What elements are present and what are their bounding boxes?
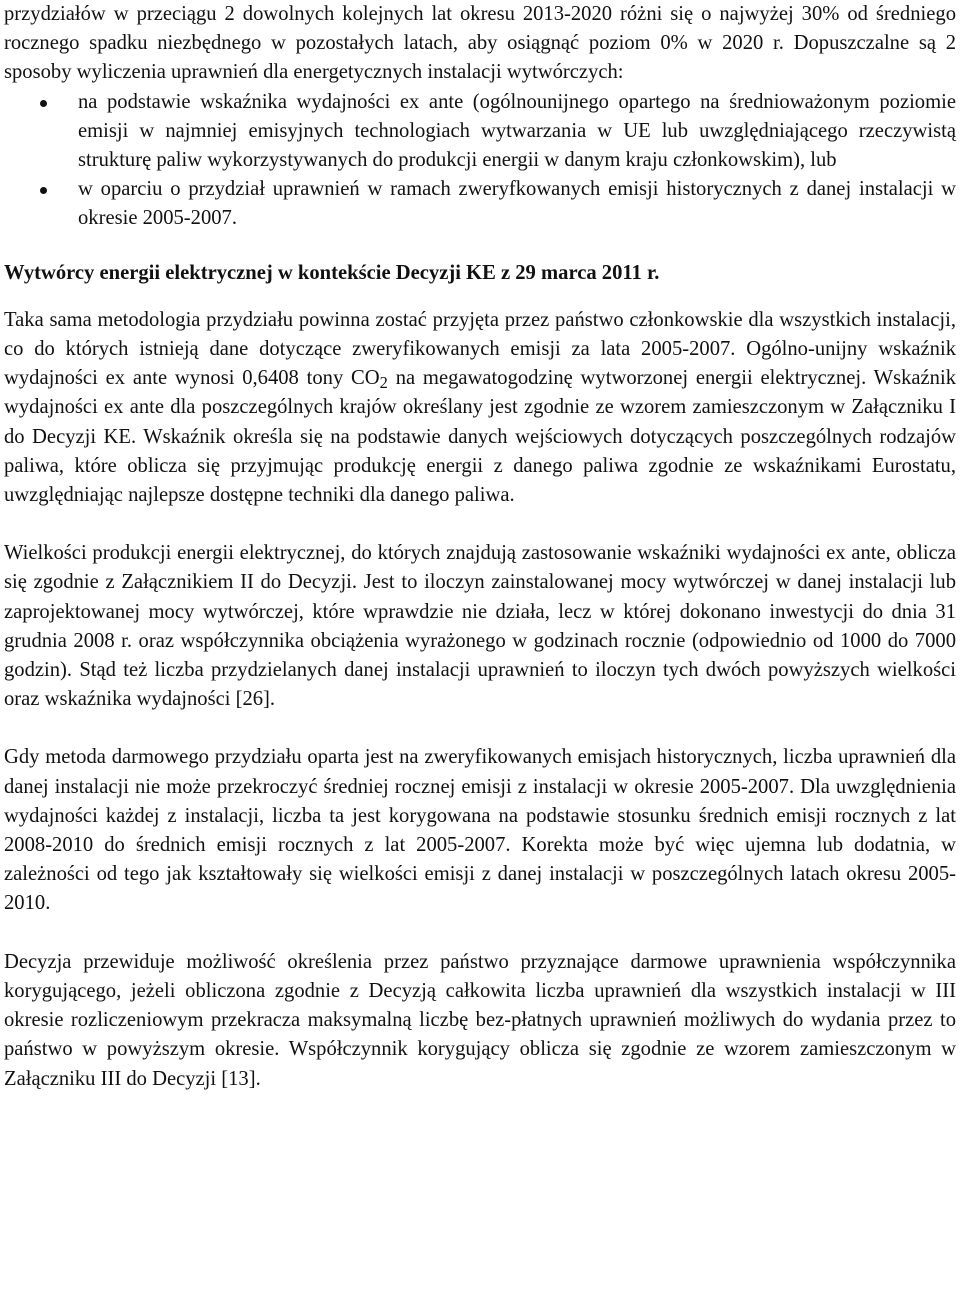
list-item — [4, 88, 956, 176]
intro-paragraph: przydziałów w przeciągu 2 dowolnych kolejnych lat okresu 2013-2020 różni się o najwyżej 30% od średniego rocznego spadku niezbędnego w pozostałych latach, aby osiągnąć poziom 0% w 2020 r. Dopuszczalne są 2 sposoby wyliczenia uprawnień dla energetycznych instalacji wytwórczych: — [4, 3, 956, 84]
list-item-text: na podstawie wskaźnika wydajności ex ante (ogólnounijnego opartego na średnioważonym poziomie emisji w najmniej emisyjnych technologiach wytwarzania w UE lub uwzględniającego rzeczywistą strukturę paliw wykorzystywanych do produkcji energii w danym kraju członkowskim), lub — [78, 90, 956, 172]
list-item — [4, 175, 956, 233]
co2-subscript: 2 — [379, 373, 388, 393]
paragraph-correction-factor: Decyzja przewiduje możliwość określenia przez państwo przyznające darmowe uprawnienia współczynnika korygującego, jeżeli obliczona zgodnie z Decyzją całkowita liczba uprawnień dla wszystkich instalacji w III okresie rozliczeniowym przekracza maksymalną liczbę bez-płatnych uprawnień możliwych do wydania przez to państwo w powyższym okresie. Współczynnik korygujący oblicza się zgodnie ze wzorem zamieszczonym w Załączniku III do Decyzji [13]. — [4, 950, 956, 1090]
section-heading: Wytwórcy energii elektrycznej w kontekście Decyzji KE z 29 marca 2011 r. — [4, 261, 660, 284]
bullet-icon — [40, 100, 47, 107]
list-item-text: w oparciu o przydział uprawnień w ramach zweryfkowanych emisji historycznych z danej instalacji w okresie 2005-2007. — [78, 178, 956, 230]
bullet-icon — [40, 187, 47, 194]
paragraph-methodology — [4, 306, 956, 510]
allocation-methods-list — [4, 88, 956, 234]
paragraph-text: na megawatogodzinę wytworzonej energii elektrycznej. Wskaźnik wydajności ex ante dla poszczególnych krajów określany jest zgodnie ze wzorem zamieszczonym w Załączniku I do Decyzji KE. Wskaźnik określa się na podstawie danych wejściowych dotyczących poszczególnych rodzajów paliwa, które oblicza się przyjmując produkcję energii z danego paliwa zgodnie ze wskaźnikami Eurostatu, uwzględniając najlepsze dostępne techniki dla danego paliwa. — [4, 367, 956, 507]
document-page — [4, 0, 956, 1094]
paragraph-text: Taka sama metodologia przydziału powinna zostać przyjęta przez państwo członkowskie dla wszystkich instalacji, co do których istnieją dane dotyczące zweryfikowanych emisji za lata 2005-2007. Ogólno-unijny wskaźnik wydajności ex ante wynosi 0,6408 tony CO — [4, 308, 956, 390]
paragraph-production-volumes: Wielkości produkcji energii elektrycznej, do których znajdują zastosowanie wskaźniki wydajności ex ante, oblicza się zgodnie z Załącznikiem II do Decyzji. Jest to iloczyn zainstalowanej mocy wytwórczej w danej instalacji lub zaprojektowanej mocy wytwórczej, które wprawdzie nie działa, lecz w której dokonano inwestycji do dnia 31 grudnia 2008 r. oraz współczynnika obciążenia wyrażonego w godzinach rocznie (odpowiednio od 1000 do 7000 godzin). Stąd też liczba przydzielanych danej instalacji uprawnień to iloczyn tych dwóch powyższych wielkości oraz wskaźnika wydajności [26]. — [4, 542, 956, 711]
paragraph-historical-emissions: Gdy metoda darmowego przydziału oparta jest na zweryfikowanych emisjach historycznych, liczba uprawnień dla danej instalacji nie może przekroczyć średniej rocznej emisji z instalacji w okresie 2005-2007. Dla uwzględnienia wydajności każdej z instalacji, liczba ta jest korygowana na podstawie stosunku średnich emisji rocznych z lat 2008-2010 do średnich emisji rocznych z lat 2005-2007. Korekta może być więc ujemna lub dodatnia, w zależności od tego jak kształtowały się wielkości emisji z danej instalacji w poszczególnych latach okresu 2005-2010. — [4, 746, 956, 915]
